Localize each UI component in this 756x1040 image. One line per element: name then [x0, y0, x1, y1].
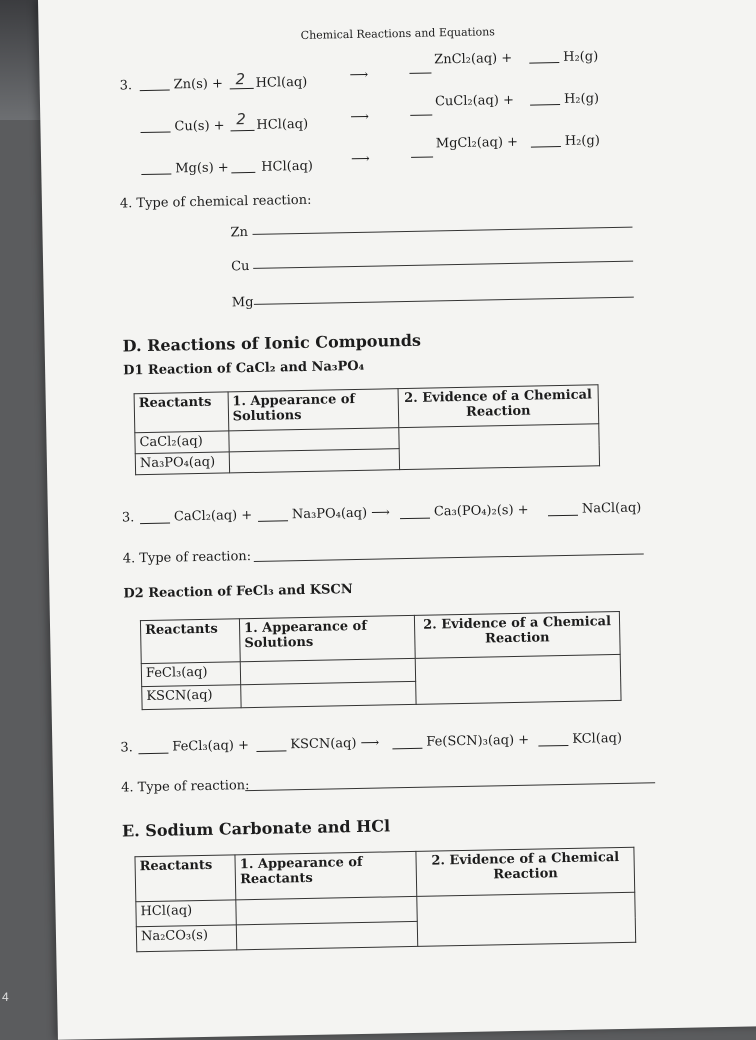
- header-reactants: Reactants: [135, 855, 236, 902]
- d2-type-label: 4. Type of reaction:: [120, 778, 250, 796]
- reactant-text: CaCl₂(aq) +: [173, 507, 253, 525]
- coefficient-blank[interactable]: [538, 735, 568, 747]
- coefficient-blank[interactable]: [258, 510, 288, 522]
- item-3-label: 3.: [119, 78, 133, 94]
- evidence-cell[interactable]: [417, 892, 636, 946]
- d2-observation-table: [140, 611, 622, 710]
- d2-type-answer-line[interactable]: [245, 782, 655, 791]
- header-evidence: 2. Evidence of a Chemical Reaction: [414, 611, 620, 658]
- appearance-cell[interactable]: [241, 681, 416, 707]
- coefficient-blank[interactable]: [409, 62, 431, 73]
- coefficient-blank[interactable]: [530, 94, 560, 106]
- evidence-cell[interactable]: [398, 424, 599, 470]
- item-3-label: 3.: [120, 740, 133, 756]
- coefficient-blank[interactable]: [410, 104, 432, 115]
- page-header: Chemical Reactions and Equations: [300, 25, 496, 42]
- header-reactants: Reactants: [134, 392, 228, 433]
- reagent-text: HCl(aq): [256, 116, 309, 133]
- reactant-text: KSCN(aq) ⟶: [290, 735, 380, 753]
- product-text: CuCl₂(aq) +: [434, 92, 515, 110]
- d1-type-label: 4. Type of reaction:: [122, 549, 252, 567]
- reactant-cell: Na₂CO₃(s): [136, 925, 237, 952]
- appearance-cell[interactable]: [236, 921, 418, 949]
- d1-title: D1 Reaction of CaCl₂ and Na₃PO₄: [122, 358, 365, 379]
- reactant-text: Na₃PO₄(aq) ⟶: [291, 505, 391, 523]
- e-observation-table: [134, 847, 636, 953]
- answer-line-zn[interactable]: [253, 227, 633, 235]
- d2-title: D2 Reaction of FeCl₃ and KSCN: [123, 582, 353, 602]
- reactant-cell: KSCN(aq): [142, 685, 241, 710]
- section-d-title: D. Reactions of Ionic Compounds: [122, 330, 422, 356]
- coefficient-blank[interactable]: [392, 738, 422, 750]
- gas-text: H₂(g): [564, 133, 600, 149]
- reactant-cell: FeCl₃(aq): [141, 662, 240, 687]
- product-text: NaCl(aq): [581, 500, 642, 517]
- coefficient-blank[interactable]: [256, 740, 286, 752]
- appearance-cell[interactable]: [236, 896, 418, 924]
- coefficient-blank[interactable]: [140, 121, 170, 133]
- item-4-label: 4. Type of chemical reaction:: [119, 192, 312, 212]
- header-appearance: 1. Appearance of Reactants: [235, 851, 417, 899]
- coefficient-blank[interactable]: [140, 513, 170, 525]
- appearance-cell[interactable]: [240, 658, 415, 684]
- d1-observation-table: [134, 384, 600, 475]
- coefficient-blank[interactable]: [400, 508, 430, 520]
- section-e-title: E. Sodium Carbonate and HCl: [121, 816, 391, 841]
- metal-label-zn: Zn: [230, 225, 249, 241]
- reaction-arrow: ⟶: [350, 109, 370, 126]
- reaction-arrow: ⟶: [350, 151, 370, 168]
- header-reactants: Reactants: [140, 619, 240, 664]
- coefficient-blank[interactable]: [548, 505, 578, 517]
- header-evidence: 2. Evidence of a Chemical Reaction: [398, 385, 599, 428]
- page-number: 4: [2, 990, 9, 1004]
- coefficient-blank[interactable]: [531, 136, 561, 148]
- worksheet-page: [38, 0, 756, 1040]
- metal-label-cu: Cu: [231, 258, 250, 275]
- answer-line-mg[interactable]: [254, 297, 634, 305]
- coefficient-blank[interactable]: [138, 743, 168, 755]
- product-text: ZnCl₂(aq) +: [434, 50, 513, 68]
- header-appearance: 1. Appearance of Solutions: [239, 615, 415, 661]
- product-text: Fe(SCN)₃(aq) +: [426, 732, 530, 750]
- metal-label-mg: Mg: [231, 294, 254, 311]
- handwritten-coefficient: 2: [236, 110, 247, 129]
- reactant-cell: HCl(aq): [136, 900, 237, 927]
- item-3-label: 3.: [121, 510, 135, 526]
- coefficient-blank[interactable]: [529, 52, 559, 64]
- reagent-text: HCl(aq): [255, 74, 308, 91]
- reactant-text: Cu(s) +: [174, 118, 225, 135]
- reaction-arrow: ⟶: [349, 67, 369, 84]
- header-appearance: 1. Appearance of Solutions: [228, 389, 399, 431]
- product-text: Ca₃(PO₄)₂(s) +: [433, 502, 529, 520]
- gas-text: H₂(g): [563, 91, 600, 107]
- reagent-text: HCl(aq): [261, 158, 314, 175]
- reactant-cell: CaCl₂(aq): [135, 431, 229, 454]
- coefficient-blank[interactable]: [231, 162, 255, 173]
- gas-text: H₂(g): [563, 49, 599, 65]
- product-text: MgCl₂(aq) +: [435, 134, 519, 152]
- coefficient-blank[interactable]: [411, 146, 433, 157]
- product-text: KCl(aq): [572, 730, 623, 747]
- coefficient-blank[interactable]: [140, 79, 170, 91]
- evidence-cell[interactable]: [415, 654, 621, 704]
- handwritten-coefficient: 2: [235, 70, 246, 89]
- reactant-text: Mg(s) +: [175, 160, 229, 177]
- reactant-text: FeCl₃(aq) +: [172, 738, 250, 755]
- coefficient-blank[interactable]: [141, 163, 171, 175]
- header-evidence: 2. Evidence of a Chemical Reaction: [416, 847, 634, 896]
- answer-line-cu[interactable]: [253, 261, 633, 269]
- d1-type-answer-line[interactable]: [254, 553, 644, 561]
- reactant-text: Zn(s) +: [173, 76, 224, 93]
- appearance-cell[interactable]: [229, 449, 399, 473]
- reactant-cell: Na₃PO₄(aq): [135, 452, 229, 475]
